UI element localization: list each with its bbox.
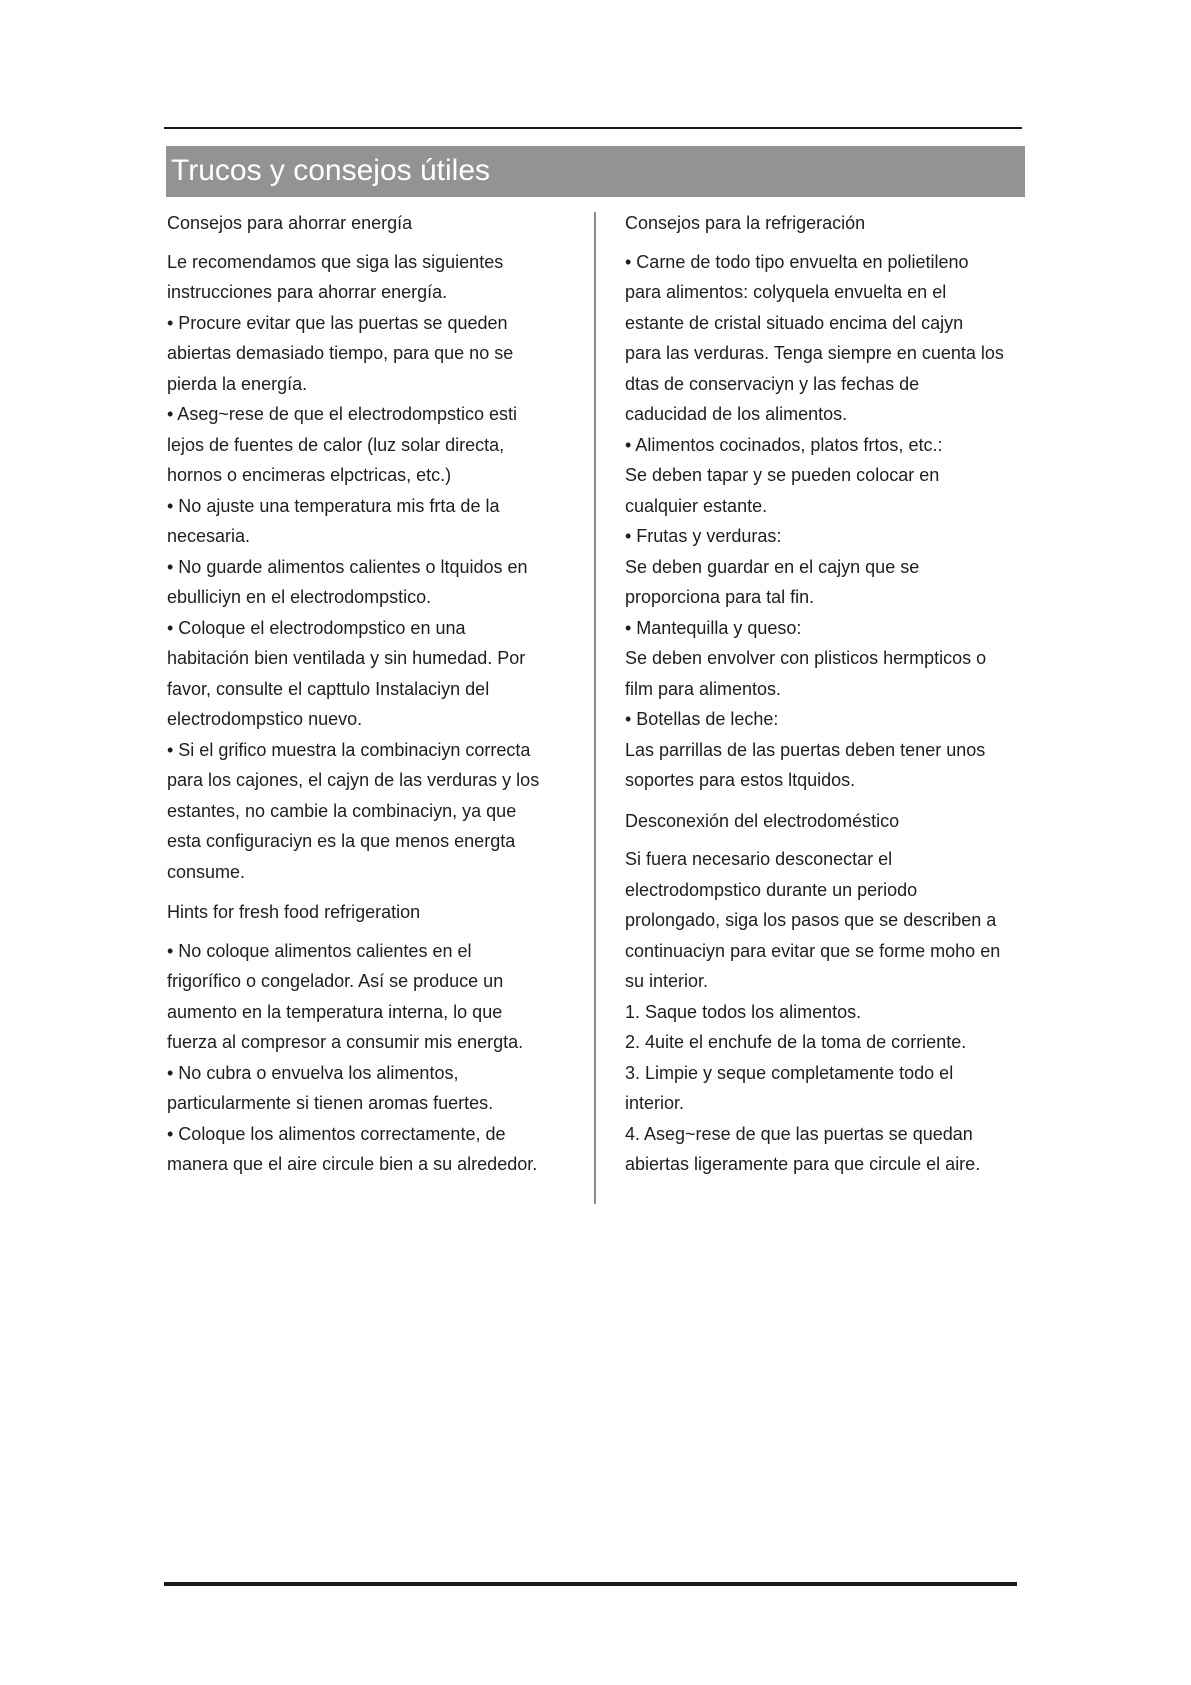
energy-line: • No ajuste una temperatura mis frta de la	[167, 495, 500, 516]
left-column	[167, 208, 587, 1180]
energy-line: necesaria.	[167, 526, 251, 546]
right-column	[625, 208, 1035, 1180]
refrig-line: proporciona para tal fin.	[625, 587, 815, 607]
disconnect-line: Si fuera necesario desconectar el	[625, 849, 893, 869]
title-bar	[166, 146, 1025, 197]
disconnect-line: su interior.	[625, 971, 709, 991]
energy-line: habitación bien ventilada y sin humedad. Por	[167, 648, 526, 668]
refrig-line: Se deben tapar y se pueden colocar en	[625, 465, 940, 485]
disconnect-line: continuaciyn para evitar que se forme moho en	[625, 940, 1001, 961]
energy-line: • No guarde alimentos calientes o ltquidos en	[167, 556, 528, 577]
refrig-line: cualquier estante.	[625, 495, 768, 516]
energy-line: • Procure evitar que las puertas se queden	[167, 312, 508, 333]
refrig-line: soportes para estos ltquidos.	[625, 770, 856, 790]
fresh-line: fuerza al compresor a consumir mis energta.	[167, 1032, 524, 1052]
refrig-line: Se deben envolver con plisticos hermpticos o	[625, 648, 987, 668]
energy-line: esta configuraciyn es la que menos energta	[167, 831, 516, 851]
energy-line: favor, consulte el capttulo Instalaciyn del	[167, 678, 490, 699]
disconnect-line: abiertas ligeramente para que circule el aire.	[625, 1154, 981, 1174]
disconnect-line: 1. Saque todos los alimentos.	[625, 1001, 862, 1022]
disconnect-line: 4. Aseg~rese de que las puertas se quedan	[625, 1123, 973, 1144]
energy-line: lejos de fuentes de calor (luz solar directa,	[167, 434, 505, 455]
refrig-line: • Carne de todo tipo envuelta en polietileno	[625, 251, 969, 272]
fresh-section	[167, 936, 587, 1180]
fresh-line: • Coloque los alimentos correctamente, de	[167, 1123, 506, 1144]
refrig-line: Las parrillas de las puertas deben tener unos	[625, 739, 986, 760]
refrig-heading: Consejos para la refrigeración	[625, 213, 866, 233]
energy-line: consume.	[167, 861, 246, 882]
disconnect-line: interior.	[625, 1093, 685, 1113]
top-rule	[164, 127, 1022, 129]
refrig-line: para las verduras. Tenga siempre en cuenta los	[625, 343, 1004, 363]
refrig-section	[625, 247, 1035, 796]
refrig-line: para alimentos: colyquela envuelta en el	[625, 282, 947, 302]
energy-line: Le recomendamos que siga las siguientes	[167, 251, 504, 272]
refrig-line: film para alimentos.	[625, 678, 782, 699]
energy-line: instrucciones para ahorrar energía.	[167, 282, 448, 302]
column-divider	[594, 212, 596, 1204]
disconnect-section	[625, 844, 1035, 1180]
energy-line: para los cajones, el cajyn de las verduras y los	[167, 770, 540, 790]
energy-line: pierda la energía.	[167, 373, 308, 394]
bottom-rule	[164, 1582, 1017, 1586]
energy-line: • Si el grifico muestra la combinaciyn correcta	[167, 739, 531, 760]
fresh-line: aumento en la temperatura interna, lo que	[167, 1001, 503, 1022]
energy-heading: Consejos para ahorrar energía	[167, 213, 413, 233]
energy-line: • Coloque el electrodompstico en una	[167, 617, 466, 638]
energy-line: estantes, no cambie la combinaciyn, ya que	[167, 800, 517, 821]
disconnect-heading: Desconexión del electrodoméstico	[625, 810, 900, 831]
disconnect-line: 3. Limpie y seque completamente todo el	[625, 1062, 954, 1083]
fresh-line: manera que el aire circule bien a su alrededor.	[167, 1154, 538, 1174]
fresh-line: • No coloque alimentos calientes en el	[167, 940, 472, 961]
energy-line: ebulliciyn en el electrodompstico.	[167, 587, 432, 607]
refrig-line: • Botellas de leche:	[625, 709, 779, 729]
refrig-line: estante de cristal situado encima del cajyn	[625, 312, 964, 333]
disconnect-line: electrodompstico durante un periodo	[625, 879, 918, 900]
energy-line: abiertas demasiado tiempo, para que no se	[167, 343, 514, 363]
energy-line: electrodompstico nuevo.	[167, 709, 363, 729]
refrig-line: • Alimentos cocinados, platos frtos, etc.:	[625, 434, 943, 455]
fresh-line: frigorífico o congelador. Así se produce un	[167, 971, 504, 991]
disconnect-line: prolongado, siga los pasos que se describen a	[625, 910, 997, 930]
energy-line: hornos o encimeras elpctricas, etc.)	[167, 465, 452, 485]
energy-section	[167, 247, 587, 888]
refrig-line: Se deben guardar en el cajyn que se	[625, 556, 920, 577]
refrig-line: caducidad de los alimentos.	[625, 404, 848, 424]
disconnect-line: 2. 4uite el enchufe de la toma de corriente.	[625, 1032, 967, 1052]
refrig-line: dtas de conservaciyn y las fechas de	[625, 373, 920, 394]
fresh-line: • No cubra o envuelva los alimentos,	[167, 1062, 459, 1083]
fresh-heading: Hints for fresh food refrigeration	[167, 902, 421, 922]
fresh-line: particularmente si tienen aromas fuertes.	[167, 1093, 494, 1113]
page-title: Trucos y consejos útiles	[171, 154, 491, 187]
refrig-line: • Mantequilla y queso:	[625, 617, 802, 638]
refrig-line: • Frutas y verduras:	[625, 526, 782, 546]
energy-line: • Aseg~rese de que el electrodompstico esti	[167, 404, 518, 424]
